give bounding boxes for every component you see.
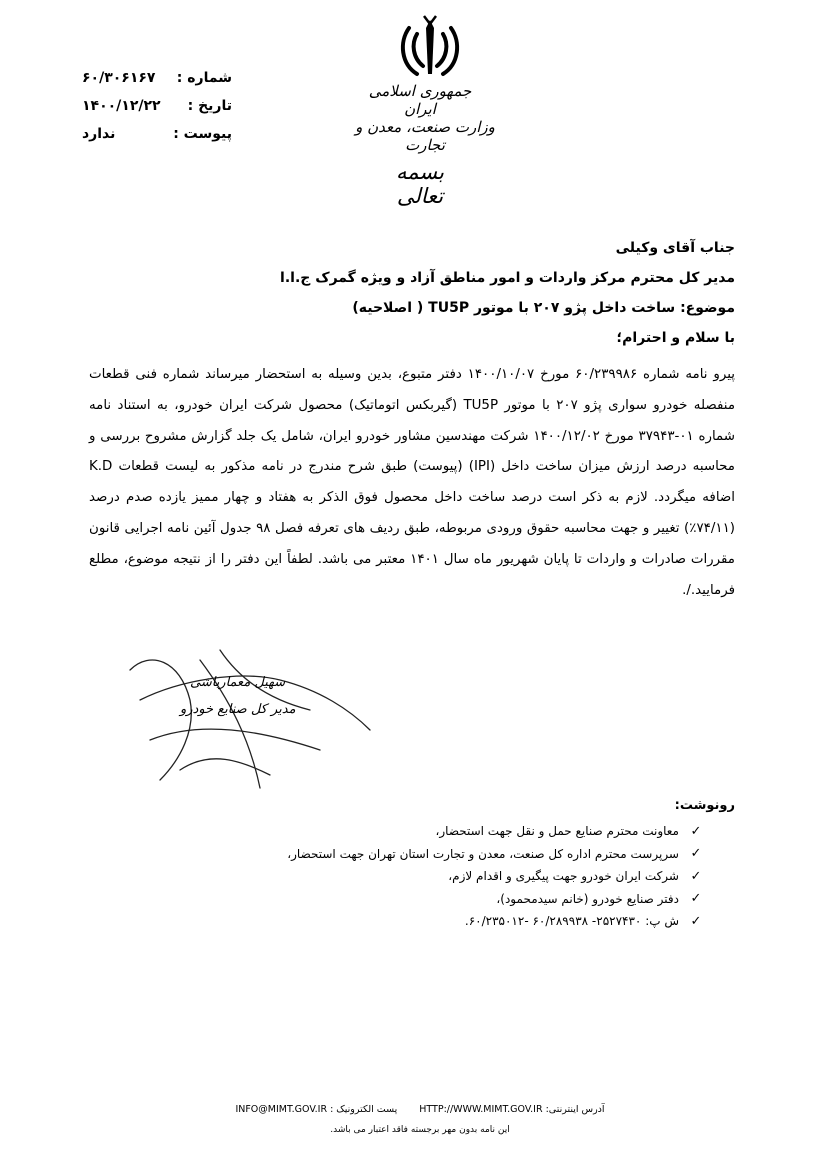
signatory-name: سهیل معمارباشی: [190, 675, 286, 690]
letter-attachment-value: ندارد: [82, 126, 116, 142]
letter-date-label: تاریخ :: [187, 98, 232, 114]
iran-emblem-icon: [395, 14, 465, 84]
list-item: [247, 865, 707, 888]
website-label: آدرس اینترنتی:: [545, 1104, 605, 1115]
recipient-name: جناب آقای وکیلی: [615, 240, 735, 256]
check-mark-icon: ✓: [690, 823, 702, 839]
page-footer: [200, 1104, 640, 1135]
cc-title: رونوشت:: [674, 798, 735, 813]
ministry-name: وزارت صنعت، معدن و تجارت: [355, 118, 495, 154]
list-item: [247, 910, 707, 933]
check-mark-icon: ✓: [690, 846, 702, 862]
email-link[interactable]: INFO@MIMT.GOV.IR: [235, 1104, 328, 1115]
letter-body: پیرو نامه شماره ۶۰/۲۳۹۹۸۶ مورخ ۱۴۰۰/۱۰/۰۷ دفتر متبوع، بدین وسیله به استحضار میرساند شماره فنی قطعات منفصله خودرو سواری پژو ۲۰۷ با موتور TU5P (گیربکس اتوماتیک) محصول شرکت ایران خودرو، به استناد نامه شماره ۰۱-۳۷۹۴۳ مورخ ۱۴۰۰/۱۲/۰۲ شرکت مهندسین مشاور خودرو ایران، شامل یک جلد گزارش مشروح بررسی و محاسبه درصد ارزش میزان ساخت داخل (IPI) (پیوست) طبق شرح مندرج در نامه مذکور به لیست قطعات K.D اضافه میگردد. لازم به ذکر است درصد ساخت داخل محصول فوق الذکر به هفتاد و چهار ممیز یازده صدم درصد (۷۴/۱۱٪) تغییر و جهت محاسبه حقوق ورودی مربوطه، طبق ردیف های تعرفه فصل ۹۸ جدول آئین نامه اجرایی قانون مقررات صادرات و واردات تا پایان شهریور ماه سال ۱۴۰۱ معتبر می باشد. لطفاً این دفتر را از نتیجه موضوع، مطلع فرمایید./.: [89, 367, 736, 598]
website-block: [419, 1104, 604, 1115]
email-label: پست الکترونیک :: [330, 1104, 398, 1115]
cc-list: [247, 820, 707, 933]
letter-attachment-row: [82, 120, 232, 148]
list-item: [247, 820, 707, 843]
cc-item-text: ش پ: ۲۵۲۷۴۳۰- ۶۰/۲۸۹۹۳۸ -۶۰/۲۳۵۰۱۲.: [464, 914, 679, 929]
cc-item-text: معاونت محترم صنایع حمل و نقل جهت استحضار،: [435, 824, 679, 839]
cc-item-text: شرکت ایران خودرو جهت پیگیری و اقدام لازم،: [448, 869, 679, 884]
recipient-title: مدیر کل محترم مرکز واردات و امور مناطق آزاد و ویژه گمرک ج.ا.ا: [280, 270, 735, 286]
letter-date-value: ۱۴۰۰/۱۲/۲۲: [82, 98, 161, 114]
letter-attachment-label: پیوست :: [173, 126, 232, 142]
bismillah: بسمه تعالی: [396, 160, 444, 208]
email-block: [235, 1104, 397, 1115]
letter-meta: [82, 64, 232, 148]
letter-number-row: [82, 64, 232, 92]
validity-notice: این نامه بدون مهر برجسته فاقد اعتبار می باشد.: [330, 1125, 510, 1135]
check-mark-icon: ✓: [690, 913, 702, 929]
letter-subject: موضوع: ساخت داخل پژو ۲۰۷ با موتور TU5P ( اصلاحیه): [352, 300, 735, 316]
signatory-title: مدیر کل صنایع خودرو: [180, 702, 296, 717]
list-item: [247, 843, 707, 866]
greeting: با سلام و احترام؛: [616, 330, 735, 346]
cc-item-text: سرپرست محترم اداره کل صنعت، معدن و تجارت استان تهران جهت استحضار،: [287, 846, 679, 861]
website-link[interactable]: HTTP://WWW.MIMT.GOV.IR: [419, 1104, 543, 1115]
letter-number-label: شماره :: [176, 70, 232, 86]
check-mark-icon: ✓: [690, 868, 702, 884]
list-item: [247, 888, 707, 911]
gov-name: جمهوری اسلامی ایران: [368, 82, 472, 118]
letter-date-row: [82, 92, 232, 120]
check-mark-icon: ✓: [690, 891, 702, 907]
letter-number-value: ۶۰/۳۰۶۱۶۷: [82, 70, 156, 86]
cc-item-text: دفتر صنایع خودرو (خانم سیدمحمود)،: [496, 891, 679, 906]
